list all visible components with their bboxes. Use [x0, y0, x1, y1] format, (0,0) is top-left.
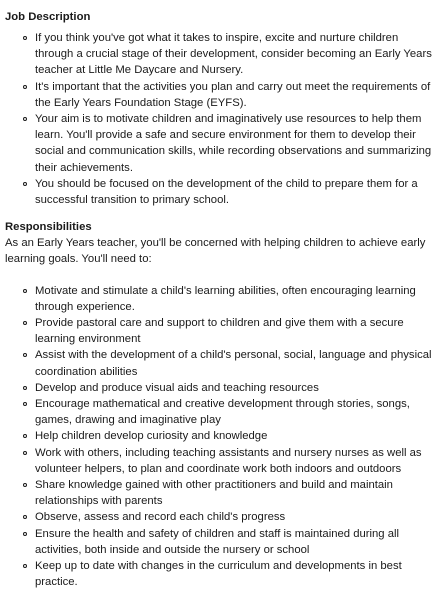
bullet-icon	[23, 289, 27, 293]
list-item	[35, 111, 433, 176]
list-item	[35, 509, 433, 525]
responsibilities-heading: Responsibilities	[5, 221, 92, 234]
list-item-text: Provide pastoral care and support to children and give them with a secure learning environment	[35, 317, 404, 346]
list-item	[35, 347, 433, 379]
list-item	[35, 283, 433, 315]
bullet-icon	[23, 321, 27, 325]
list-item-text: Help children develop curiosity and knowledge	[35, 430, 268, 443]
bullet-icon	[23, 117, 27, 121]
bullet-icon	[23, 402, 27, 406]
list-item	[35, 526, 433, 558]
responsibilities-list	[5, 283, 433, 591]
bullet-icon	[23, 515, 27, 519]
list-item-text: Observe, assess and record each child's progress	[35, 511, 286, 524]
list-item	[35, 396, 433, 428]
list-item	[35, 315, 433, 347]
bullet-icon	[23, 532, 27, 536]
bullet-icon	[23, 85, 27, 89]
bullet-icon	[23, 36, 27, 40]
list-item-text: Your aim is to motivate children and imaginatively use resources to help them learn. You'll provide a safe and secure environment for them to develop their social and communication skills, while recording observations and summarizing their achievements.	[35, 113, 432, 174]
list-item	[35, 30, 433, 79]
bullet-icon	[23, 353, 27, 357]
list-item-text: Motivate and stimulate a child's learning abilities, often encouraging learning through experience.	[35, 284, 416, 313]
list-item	[35, 445, 433, 477]
list-item	[35, 380, 433, 396]
bullet-icon	[23, 182, 27, 186]
bullet-icon	[23, 564, 27, 568]
list-item-text: Encourage mathematical and creative development through stories, songs, games, drawing and imaginative play	[35, 398, 410, 427]
bullet-icon	[23, 451, 27, 455]
responsibilities-intro: As an Early Years teacher, you'll be concerned with helping children to achieve early learning goals. You'll need to:	[5, 237, 426, 266]
list-item-text: Develop and produce visual aids and teaching resources	[35, 381, 319, 394]
job-description-list	[5, 30, 433, 208]
bullet-icon	[23, 483, 27, 487]
list-item	[35, 428, 433, 444]
bullet-icon	[23, 386, 27, 390]
list-item	[35, 79, 433, 111]
list-item-text: You should be focused on the development of the child to prepare them for a successful transition to primary school.	[35, 177, 418, 207]
list-item-text: Assist with the development of a child's personal, social, language and physical coordination abilities	[35, 349, 432, 378]
list-item-text: Keep up to date with changes in the curriculum and developments in best practice.	[35, 560, 402, 589]
list-item-text: If you think you've got what it takes to inspire, excite and nurture children through a crucial stage of their development, consider becoming an Early Years teacher at Little Me Daycare and Nursery.	[35, 32, 432, 77]
bullet-icon	[23, 434, 27, 438]
list-item	[35, 477, 433, 509]
list-item-text: Work with others, including teaching assistants and nursery nurses as well as volunteer helpers, to plan and coordinate work both indoors and outdoors	[35, 446, 422, 475]
list-item-text: Share knowledge gained with other practitioners and build and maintain relationships with parents	[35, 479, 393, 508]
list-item	[35, 176, 433, 208]
list-item-text: Ensure the health and safety of children and staff is maintained during all activities, both inside and outside the nursery or school	[35, 527, 400, 556]
list-item	[35, 558, 433, 590]
job-description-heading: Job Description	[5, 11, 91, 23]
list-item-text: It's important that the activities you plan and carry out meet the requirements of the Early Years Foundation Stage (EYFS).	[35, 80, 431, 109]
